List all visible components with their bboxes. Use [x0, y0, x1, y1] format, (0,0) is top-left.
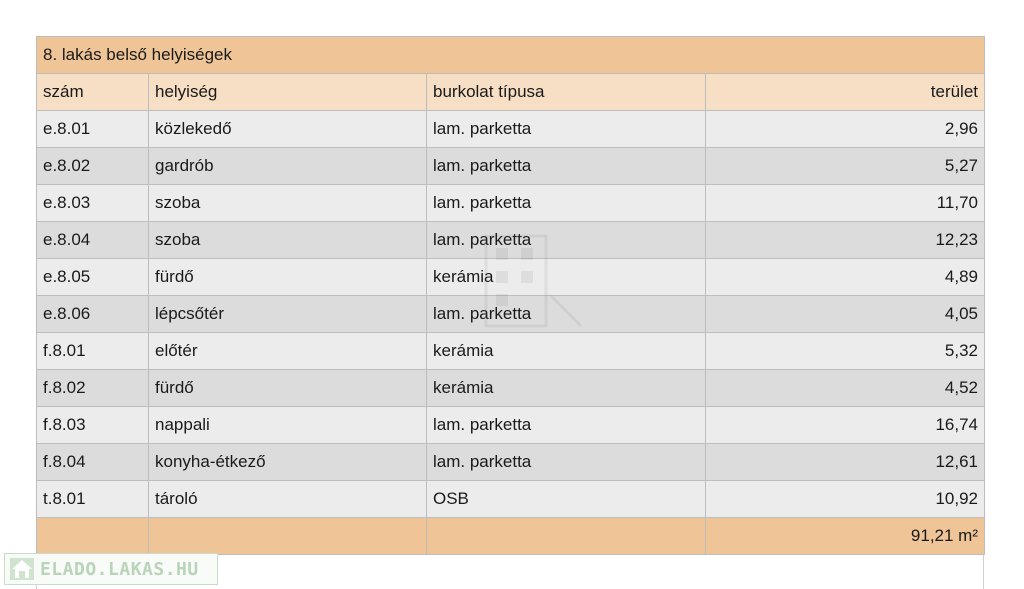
- cell-burkolat: OSB: [427, 481, 706, 518]
- cell-burkolat: lam. parketta: [427, 185, 706, 222]
- table-row: [37, 481, 985, 518]
- total-empty-cell: [149, 518, 427, 555]
- header-helyiseg: helyiség: [149, 74, 427, 111]
- total-empty-cell: [37, 518, 149, 555]
- cell-terulet: 5,32: [706, 333, 985, 370]
- cell-burkolat: lam. parketta: [427, 296, 706, 333]
- table-row: [37, 185, 985, 222]
- table-row: [37, 111, 985, 148]
- cell-szam: t.8.01: [37, 481, 149, 518]
- total-empty-cell: [427, 518, 706, 555]
- cell-terulet: 11,70: [706, 185, 985, 222]
- cell-szam: f.8.03: [37, 407, 149, 444]
- cell-terulet: 10,92: [706, 481, 985, 518]
- cell-helyiseg: fürdő: [149, 370, 427, 407]
- table-header-row: [37, 74, 985, 111]
- building-watermark-icon: [466, 226, 586, 336]
- cell-terulet: 16,74: [706, 407, 985, 444]
- header-burkolat: burkolat típusa: [427, 74, 706, 111]
- cell-szam: e.8.06: [37, 296, 149, 333]
- cell-helyiseg: szoba: [149, 222, 427, 259]
- table-row: [37, 370, 985, 407]
- table-row: [37, 444, 985, 481]
- cell-helyiseg: nappali: [149, 407, 427, 444]
- cell-szam: e.8.03: [37, 185, 149, 222]
- cell-szam: e.8.01: [37, 111, 149, 148]
- header-terulet: terület: [706, 74, 985, 111]
- cell-burkolat: lam. parketta: [427, 111, 706, 148]
- cell-terulet: 4,52: [706, 370, 985, 407]
- table-total-row: [37, 518, 985, 555]
- cell-burkolat: lam. parketta: [427, 148, 706, 185]
- cell-helyiseg: fürdő: [149, 259, 427, 296]
- logo-text: ELADO.LAKAS.HU: [40, 558, 199, 580]
- cell-terulet: 12,61: [706, 444, 985, 481]
- cell-helyiseg: konyha-étkező: [149, 444, 427, 481]
- cell-szam: f.8.01: [37, 333, 149, 370]
- table-row: [37, 148, 985, 185]
- header-szam: szám: [37, 74, 149, 111]
- cell-helyiseg: tároló: [149, 481, 427, 518]
- house-icon: [9, 557, 35, 581]
- cell-helyiseg: előtér: [149, 333, 427, 370]
- cell-szam: e.8.05: [37, 259, 149, 296]
- cell-szam: e.8.02: [37, 148, 149, 185]
- cell-helyiseg: gardrób: [149, 148, 427, 185]
- site-logo[interactable]: [4, 553, 218, 585]
- table-title-row: [37, 37, 985, 74]
- cell-helyiseg: közlekedő: [149, 111, 427, 148]
- cell-terulet: 4,89: [706, 259, 985, 296]
- cell-helyiseg: lépcsőtér: [149, 296, 427, 333]
- cell-burkolat: lam. parketta: [427, 407, 706, 444]
- total-area: 91,21 m²: [706, 518, 985, 555]
- cell-burkolat: lam. parketta: [427, 222, 706, 259]
- cell-terulet: 2,96: [706, 111, 985, 148]
- cell-szam: e.8.04: [37, 222, 149, 259]
- table-row: [37, 333, 985, 370]
- cell-burkolat: kerámia: [427, 370, 706, 407]
- table-title: 8. lakás belső helyiségek: [37, 37, 985, 74]
- cell-terulet: 4,05: [706, 296, 985, 333]
- cell-burkolat: kerámia: [427, 259, 706, 296]
- table-row: [37, 407, 985, 444]
- cell-szam: f.8.02: [37, 370, 149, 407]
- cell-helyiseg: szoba: [149, 185, 427, 222]
- cell-burkolat: kerámia: [427, 333, 706, 370]
- cell-szam: f.8.04: [37, 444, 149, 481]
- cell-terulet: 5,27: [706, 148, 985, 185]
- cell-burkolat: lam. parketta: [427, 444, 706, 481]
- cell-terulet: 12,23: [706, 222, 985, 259]
